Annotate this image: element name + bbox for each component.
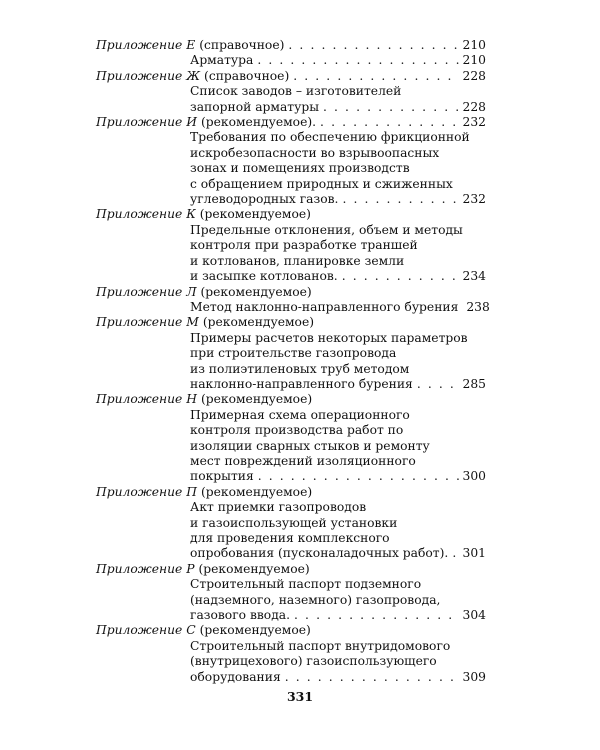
entry-title: Строительный паспорт подземного [190, 577, 422, 592]
appendix-label: Приложение С [96, 623, 196, 638]
toc-entry-line [96, 439, 486, 454]
page-number: 331 [286, 689, 314, 704]
toc-appendix-line [96, 315, 486, 330]
toc-appendix-line [96, 562, 486, 577]
appendix-type: (рекомендуемое) [200, 484, 313, 499]
toc-entry-line [96, 130, 486, 145]
entry-title: из полиэтиленовых труб методом [190, 361, 410, 376]
appendix-type: (рекомендуемое) [202, 315, 315, 330]
appendix-type: (рекомендуемое) [199, 623, 311, 638]
toc-entry-line [96, 377, 486, 392]
toc-entry-line [96, 84, 486, 99]
appendix-type: (рекомендуемое) [200, 392, 313, 407]
dot-leader [285, 670, 459, 685]
appendix-label: Приложение М [96, 315, 199, 330]
entry-title: Предельные отклонения, объем и методы [190, 222, 463, 237]
entry-title: газового ввода. [190, 608, 291, 623]
dot-leader [288, 38, 458, 53]
appendix-label: Приложение Н [96, 392, 197, 407]
appendix-type: (рекомендуемое) [200, 284, 312, 299]
toc-entry-line [96, 500, 486, 515]
toc-entry-line [96, 408, 486, 423]
entry-title: Метод наклонно-направленного бурения [190, 299, 459, 314]
toc-entry-line [96, 423, 486, 438]
entry-title: контроля при разработке траншей [190, 238, 418, 253]
toc-entry-line [96, 670, 486, 685]
toc-entry-line [96, 608, 486, 623]
entry-title: для проведения комплексного [190, 531, 390, 545]
entry-title: (внутрицехового) газоиспользующего [190, 654, 437, 669]
appendix-label: Приложение И [96, 115, 197, 130]
entry-title: изоляции сварных стыков и ремонту [190, 438, 430, 453]
page-ref: 232 [462, 115, 486, 130]
entry-title: при строительстве газопровода [190, 346, 397, 361]
appendix-type: (рекомендуемое) [199, 207, 311, 222]
appendix-type: (справочное) [204, 68, 290, 83]
dot-leader [258, 469, 459, 484]
toc-entry-line [96, 346, 486, 361]
entry-title: контроля производства работ по [190, 423, 404, 438]
toc-entry-line [96, 531, 486, 546]
appendix-label: Приложение Ж [96, 68, 201, 83]
toc-entry-line [96, 146, 486, 161]
toc-entry-line [96, 331, 486, 346]
toc-entry-line [96, 53, 486, 68]
page-ref: 285 [462, 376, 486, 391]
toc-appendix-line [96, 69, 486, 84]
appendix-label: Приложение К [96, 207, 196, 222]
entry-title: Список заводов – изготовителей [190, 84, 402, 99]
dot-leader [323, 100, 459, 115]
toc-entry-line [96, 577, 486, 592]
dot-leader [452, 546, 458, 561]
toc-entry-line [96, 177, 486, 192]
toc-entry-line [96, 362, 486, 377]
entry-title: с обращением природных и сжиженных [190, 176, 453, 191]
toc-entry-line [96, 546, 486, 561]
entry-title: покрытия [190, 469, 254, 484]
dot-leader [417, 377, 459, 392]
toc-entry-line [96, 469, 486, 484]
page-ref: 304 [462, 608, 486, 623]
entry-title: Примеры расчетов некоторых параметров [190, 330, 468, 345]
appendix-label: Приложение Л [96, 284, 197, 299]
page-ref: 210 [462, 38, 486, 52]
entry-title: и засыпке котлованов. [190, 269, 338, 284]
dot-leader [342, 269, 459, 284]
toc-entry-line [96, 299, 490, 315]
page-ref: 238 [466, 299, 490, 314]
page-ref: 232 [462, 192, 486, 207]
dot-leader [294, 608, 458, 623]
toc-appendix-line [96, 485, 486, 500]
appendix-label: Приложение Е [96, 38, 196, 52]
entry-title: мест повреждений изоляционного [190, 453, 416, 468]
entry-title: углеводородных газов. [190, 192, 339, 207]
toc-appendix-line [96, 623, 486, 638]
toc-appendix-line [96, 285, 486, 300]
entry-title: и котлованов, планировке земли [190, 253, 405, 268]
entry-title: Акт приемки газопроводов [190, 500, 367, 515]
appendix-type: (справочное) [199, 38, 285, 52]
entry-title: искробезопасности во взрывоопасных [190, 145, 440, 160]
page-ref: 234 [462, 269, 486, 284]
toc-entry-line [96, 192, 486, 207]
page-ref: 210 [462, 53, 486, 68]
toc-entry-line [96, 593, 486, 608]
dot-leader [257, 53, 458, 68]
entry-title: Примерная схема операционного [190, 407, 410, 422]
toc-entry-line [96, 269, 486, 284]
page-ref: 300 [462, 469, 486, 484]
entry-title: опробования (пусконаладочных работ). [190, 546, 449, 561]
appendix-label: Приложение П [96, 484, 197, 499]
page-ref: 228 [462, 68, 486, 83]
entry-title: зонах и помещениях производств [190, 161, 410, 176]
toc-appendix-line [96, 207, 486, 222]
appendix-label: Приложение Р [96, 561, 195, 576]
entry-title: оборудования [190, 669, 281, 684]
appendix-type: (рекомендуемое). [200, 115, 317, 130]
toc-entry-line [96, 639, 486, 654]
dot-leader [342, 192, 458, 207]
toc-entry-line [96, 100, 486, 115]
entry-title: (надземного, наземного) газопровода, [190, 592, 441, 607]
page-ref: 228 [462, 99, 486, 114]
toc-appendix-line [96, 392, 486, 407]
dot-leader [320, 115, 458, 130]
entry-title: запорной арматуры [190, 99, 320, 114]
toc-entry-line [96, 654, 486, 669]
appendix-type: (рекомендуемое) [198, 561, 310, 576]
toc-entry-line [96, 516, 486, 531]
entry-title: и газоиспользующей установки [190, 515, 398, 530]
entry-title: Требования по обеспечению фрикционной [190, 130, 470, 145]
toc-entry-line [96, 254, 486, 269]
entry-title: Арматура [190, 53, 254, 68]
entry-title: наклонно-направленного бурения [190, 376, 413, 391]
page-ref: 301 [462, 546, 486, 561]
entry-title: Строительный паспорт внутридомового [190, 638, 451, 653]
toc-entry-line [96, 238, 486, 253]
toc-appendix-line [96, 115, 486, 130]
toc-appendix-line [96, 38, 486, 53]
toc-entry-line [96, 454, 486, 469]
table-of-contents [96, 38, 490, 685]
dot-leader [293, 69, 458, 84]
toc-entry-line [96, 161, 486, 176]
toc-entry-line [96, 223, 486, 238]
page-ref: 309 [462, 669, 486, 684]
